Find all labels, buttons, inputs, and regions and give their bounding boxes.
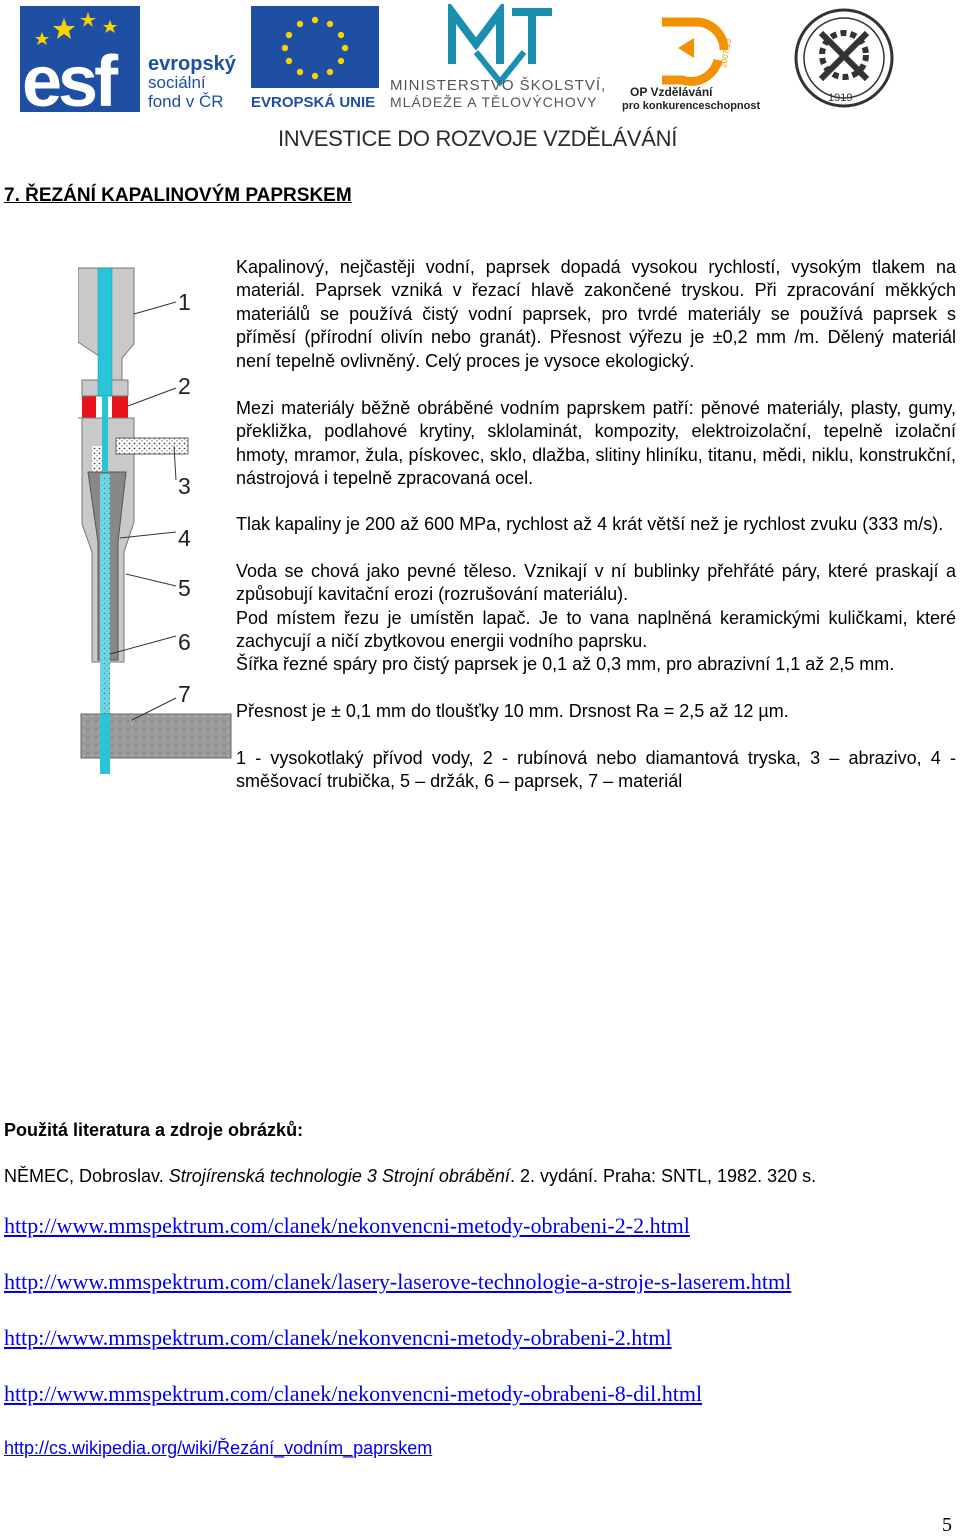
figure-label-1: 1 — [178, 289, 191, 315]
eu-label: EVROPSKÁ UNIE — [251, 94, 376, 110]
water-inlet-channel — [98, 268, 112, 396]
book-details: . 2. vydání. Praha: SNTL, 1982. 320 s. — [509, 1166, 817, 1186]
references-heading: Použitá literatura a zdroje obrázků: — [4, 1120, 304, 1140]
msmt-logo — [390, 4, 612, 112]
paragraph-pressure: Tlak kapaliny je 200 až 600 MPa, rychlost až 4 krát větší než je rychlost zvuku (333 m/s). — [236, 514, 944, 534]
figure-label-7: 7 — [178, 681, 191, 707]
figure-label-2: 2 — [178, 373, 191, 399]
esf-line3: fond v ČR — [148, 92, 224, 111]
figure-legend: 1 - vysokotlaký přívod vody, 2 - rubínová nebo diamantová tryska, 3 – abrazivo, 4 - směšovací trubička, 5 – držák, 6 – paprsek, 7 – materiál — [236, 748, 956, 792]
reference-link-4[interactable]: http://www.mmspektrum.com/clanek/nekonvencni-metody-obrabeni-8-dil.html — [4, 1381, 703, 1406]
op-years: 2007-13 — [719, 37, 734, 69]
figure-label-4: 4 — [178, 525, 191, 551]
page-number: 5 — [942, 1514, 952, 1536]
op-vzdelavani-logo — [622, 8, 767, 112]
waterjet-nozzle-diagram — [78, 262, 248, 777]
op-line1: OP Vzdělávání — [630, 85, 713, 99]
reference-link-2[interactable]: http://www.mmspektrum.com/clanek/lasery-laserove-technologie-a-stroje-s-laserem.html — [4, 1269, 792, 1294]
reference-link-3[interactable]: http://www.mmspektrum.com/clanek/nekonvencni-metody-obrabeni-2.html — [4, 1325, 672, 1350]
paragraph-kerf-width: Šířka řezné spáry pro čistý paprsek je 0,1 až 0,3 mm, pro abrazivní 1,1 až 2,5 mm. — [236, 654, 895, 674]
esf-logo — [20, 6, 245, 112]
book-reference — [4, 1166, 816, 1187]
paragraph-catcher: Pod místem řezu je umístěn lapač. Je to vana naplněná keramickými kuličkami, které zachycují a ničí zbytkovou energii vodního paprsku. — [236, 608, 956, 652]
reference-link-wikipedia[interactable]: http://cs.wikipedia.org/wiki/Řezání_vodním_paprskem — [4, 1438, 433, 1458]
figure-label-6: 6 — [178, 629, 191, 655]
figure-label-3: 3 — [178, 473, 191, 499]
paragraph-cavitation: Voda se chová jako pevné těleso. Vznikají v ní bublinky přehřáté páry, které praskají a způsobují kavitační erozi (rozrušování materiálu). — [236, 561, 956, 605]
reference-link-1[interactable]: http://www.mmspektrum.com/clanek/nekonvencni-metody-obrabeni-2-2.html — [4, 1213, 690, 1238]
eu-flag-logo — [251, 6, 381, 110]
seal-year: 1919 — [828, 92, 853, 104]
book-author: NĚMEC, Dobroslav. — [4, 1166, 169, 1186]
school-seal-logo — [793, 5, 895, 111]
abrasive-feed-tube — [116, 438, 188, 454]
msmt-line1: MINISTERSTVO ŠKOLSTVÍ, — [390, 77, 607, 94]
msmt-line2: MLÁDEŽE A TĚLOVÝCHOVY — [390, 94, 598, 110]
esf-big-text: esf — [22, 42, 115, 112]
ruby-nozzle — [82, 396, 96, 418]
op-line2: pro konkurenceschopnost — [622, 100, 761, 112]
figure-label-5: 5 — [178, 575, 191, 601]
paragraph-accuracy: Přesnost je ± 0,1 mm do tloušťky 10 mm. Drsnost Ra = 2,5 až 12 µm. — [236, 701, 789, 721]
paragraph-intro: Kapalinový, nejčastěji vodní, paprsek dopadá vysokou rychlostí, vysokým tlakem na materiál. Paprsek vzniká v řezací hlavě zakončené tryskou. Při zpracování měkkých materiálů se používá čistý vodní paprsek, pro tvrdé materiály se používá paprsek s příměsí (přírodní olivín nebo granát). Přesnost výřezu je ±0,2 mm /m. Dělený materiál není tepelně ovlivněný. Celý proces je vysoce ekologický. — [236, 257, 956, 371]
esf-line1: evropský — [148, 53, 236, 75]
esf-line2: sociální — [148, 73, 206, 92]
section-title: 7. ŘEZÁNÍ KAPALINOVÝM PAPRSKEM — [4, 185, 352, 206]
paragraph-materials: Mezi materiály běžně obráběné vodním paprskem patří: pěnové materiály, plasty, gumy, překližka, podlahové krytiny, sklolaminát, kompozity, elektroizolační, tepelně izolační hmoty, mramor, žula, pískovec, sklo, dlažba, slitiny hliníku, titanu, mědi, niklu, konstrukční, nástrojová i tepelně zpracovaná ocel. — [236, 398, 956, 489]
investice-banner: INVESTICE DO ROZVOJE VZDĚLÁVÁNÍ — [278, 126, 678, 151]
book-title: Strojírenská technologie 3 Strojní obrábění — [168, 1166, 510, 1186]
